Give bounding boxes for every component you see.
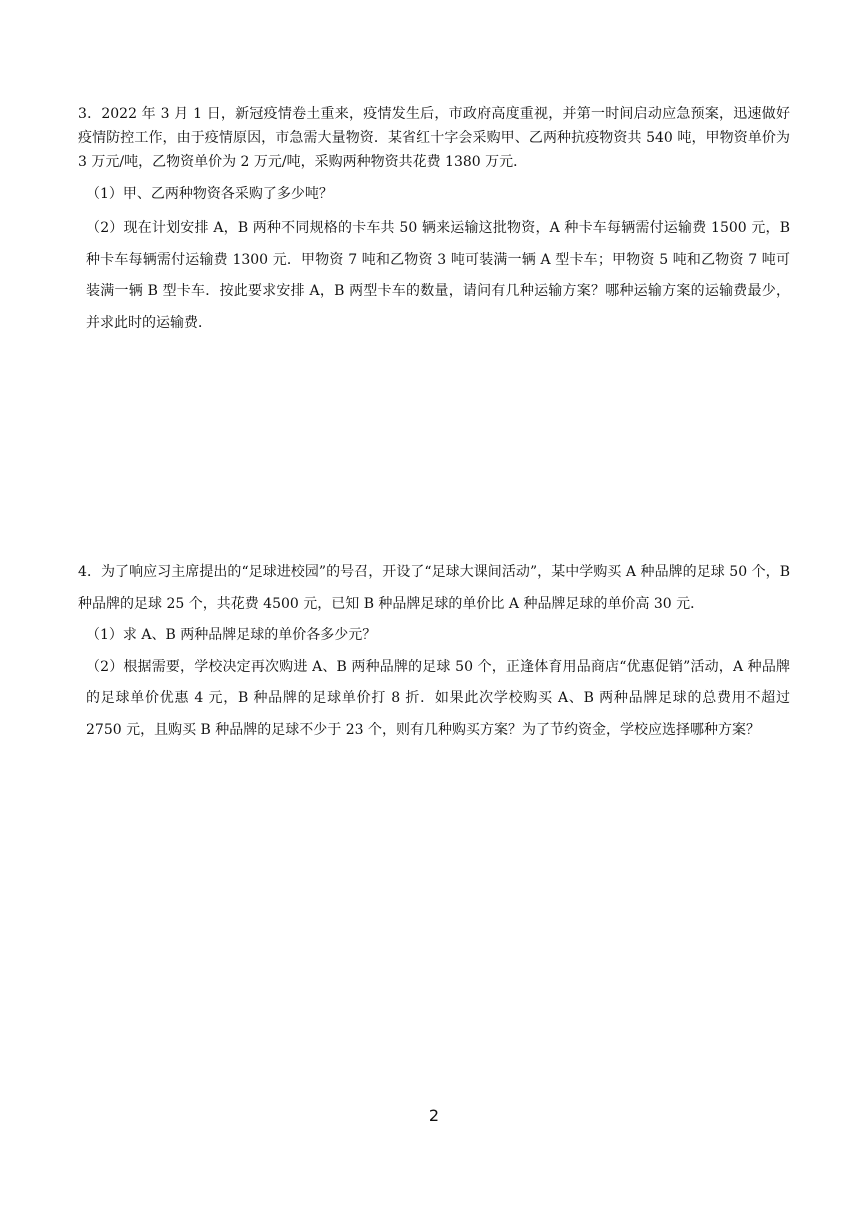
problem-3-stem: 3．2022 年 3 月 1 日，新冠疫情卷土重来，疫情发生后，市政府高度重视，并第一时间启动应急预案，迅速做好疫情防控工作，由于疫情原因，市急需大量物资．某省红十字会采购甲、乙两种抗疫物资共 540 吨，甲物资单价为 3 万元/吨，乙物资单价为 2 万元/吨，采购两种物资共花费 1380 万元． [78,106,790,170]
problem-4-part-2: （2）根据需要，学校决定再次购进 A、B 两种品牌的足球 50 个，正逢体育用品商店“优惠促销”活动，A 种品牌的足球单价优惠 4 元，B 种品牌的足球单价打 8 折．如果此次学校购买 A、B 两种品牌足球的总费用不超过 2750 元，且购买 B 种品牌的足球不少于 23 个，则有几种购买方案？为了节约资金，学校应选择哪种方案？ [86,658,790,738]
problem-3-part-2: （2）现在计划安排 A，B 两种不同规格的卡车共 50 辆来运输这批物资，A 种卡车每辆需付运输费 1500 元，B 种卡车每辆需付运输费 1300 元．甲物资 7 吨和乙物资 3 吨可装满一辆 A 型卡车；甲物资 5 吨和乙物资 7 吨可装满一辆 B 型卡车．按此要求安排 A，B 两型卡车的数量，请问有几种运输方案？哪种运输方案的运输费最少，并求此时的运输费． [86,220,790,331]
problem-3-part-1: （1）甲、乙两种物资各采购了多少吨？ [86,186,333,202]
problem-4-stem: 4．为了响应习主席提出的“足球进校园”的号召，开设了“足球大课间活动”，某中学购买 A 种品牌的足球 50 个，B 种品牌的足球 25 个，共花费 4500 元，已知 B 种品牌足球的单价比 A 种品牌足球的单价高 30 元． [78,564,790,612]
page-number: 2 [428,1106,440,1125]
problem-4 [78,557,790,746]
problem-4-part-1: （1）求 A、B 两种品牌足球的单价各多少元？ [86,627,377,643]
problem-3 [78,102,790,339]
